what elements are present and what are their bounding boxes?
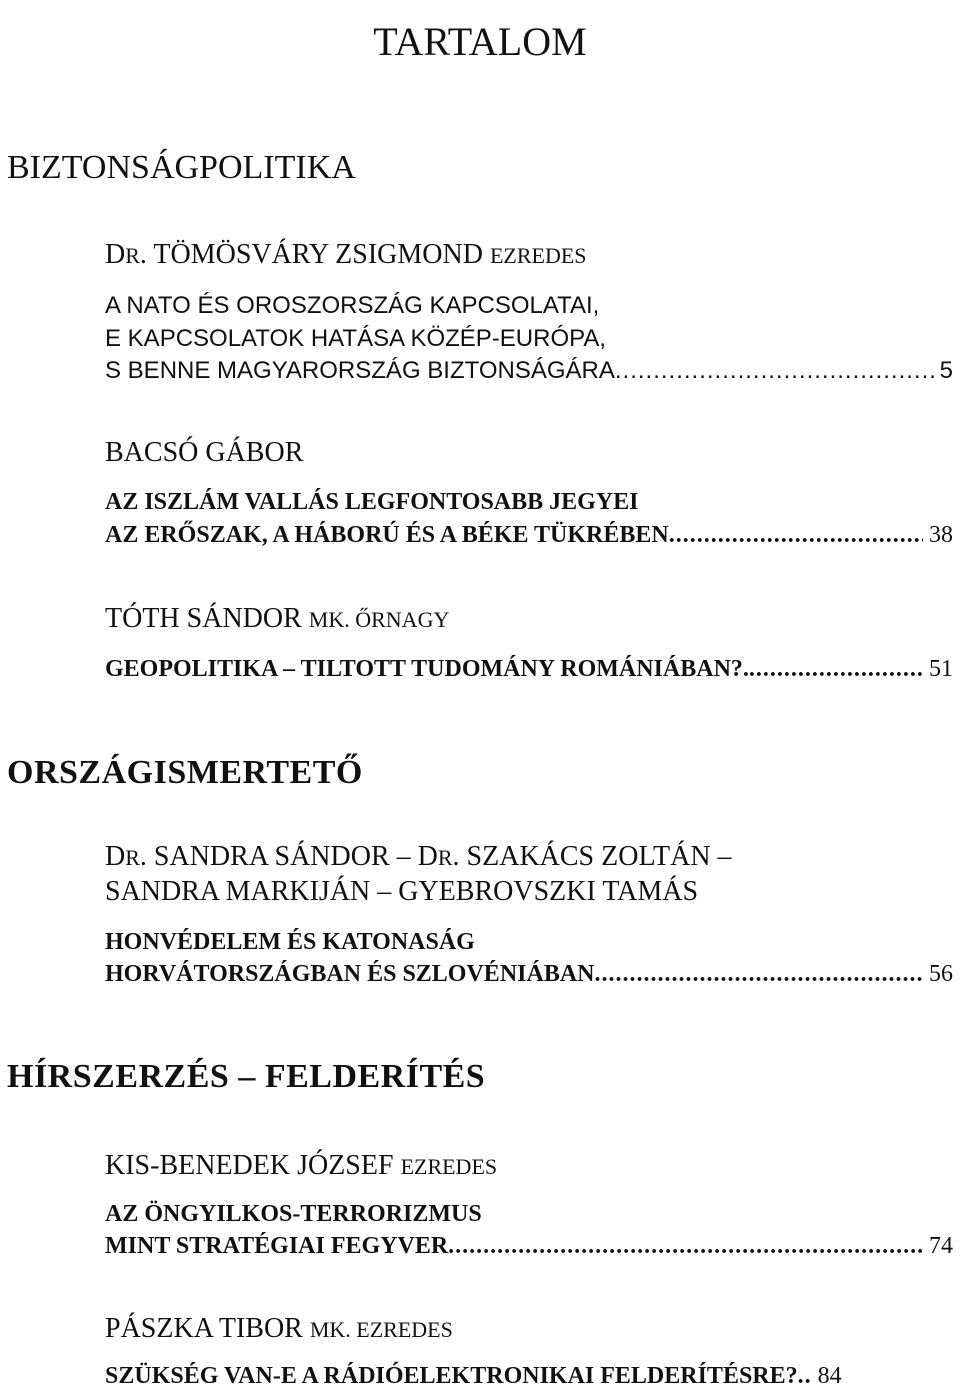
entry-title-line[interactable]: A NATO ÉS OROSZORSZÁG KAPCSOLATAI, — [105, 292, 600, 319]
entry-author: DR. SANDRA SÁNDOR – DR. SZAKÁCS ZOLTÁN – — [105, 841, 732, 872]
dot-leader — [448, 1231, 923, 1262]
page-number: 38 — [929, 522, 953, 548]
entry-title-line: MINT STRATÉGIAI FEGYVER — [105, 1233, 449, 1259]
page-number: 51 — [929, 656, 953, 682]
dot-leader — [798, 1361, 812, 1392]
entry-title-line: SZÜKSÉG VAN-E A RÁDIÓELEKTRONIKAI FELDERÍTÉSRE? — [105, 1363, 798, 1389]
section-heading-hirszerzes: HÍRSZERZÉS – FELDERÍTÉS — [7, 1058, 486, 1095]
toc-entry-row[interactable] — [105, 1231, 953, 1262]
page-number: 56 — [929, 961, 953, 987]
entry-author: PÁSZKA TIBOR MK. EZREDES — [105, 1313, 453, 1344]
entry-author: SANDRA MARKIJÁN – GYEBROVSZKI TAMÁS — [105, 876, 699, 907]
dot-leader — [595, 959, 924, 990]
section-heading-orszagismerteto: ORSZÁGISMERTETŐ — [7, 754, 363, 791]
toc-entry-row[interactable] — [105, 959, 953, 990]
toc-entry-row[interactable] — [105, 654, 953, 685]
entry-title-line[interactable]: AZ ÖNGYILKOS-TERRORIZMUS — [105, 1201, 482, 1227]
toc-entry-row[interactable] — [105, 1361, 953, 1392]
section-heading-biztonsagpolitika: BIZTONSÁGPOLITIKA — [7, 149, 356, 186]
entry-author: KIS-BENEDEK JÓZSEF EZREDES — [105, 1150, 498, 1181]
page-number: 84 — [817, 1363, 842, 1389]
entry-title-line[interactable]: AZ ISZLÁM VALLÁS LEGFONTOSABB JEGYEI — [105, 489, 639, 515]
entry-title-line[interactable]: E KAPCSOLATOK HATÁSA KÖZÉP-EURÓPA, — [105, 325, 607, 352]
page-number: 74 — [929, 1233, 953, 1259]
page-number: 5 — [939, 357, 953, 384]
dot-leader — [669, 520, 923, 551]
dot-leader — [615, 355, 934, 386]
entry-author: DR. TÖMÖSVÁRY ZSIGMOND EZREDES — [105, 239, 587, 270]
entry-title-line: GEOPOLITIKA – TILTOTT TUDOMÁNY ROMÁNIÁBAN?. — [105, 656, 749, 682]
entry-title-line: HORVÁTORSZÁGBAN ÉS SZLOVÉNIÁBAN — [105, 961, 595, 987]
toc-entry-row[interactable] — [105, 355, 953, 386]
entry-title-line[interactable]: HONVÉDELEM ÉS KATONASÁG — [105, 929, 475, 955]
toc-entry-row[interactable] — [105, 520, 953, 551]
entry-title-line: AZ ERŐSZAK, A HÁBORÚ ÉS A BÉKE TÜKRÉBEN — [105, 522, 669, 548]
dot-leader — [749, 654, 923, 685]
page-title: TARTALOM — [373, 19, 587, 64]
entry-title-line: S BENNE MAGYARORSZÁG BIZTONSÁGÁRA — [105, 357, 615, 384]
entry-author: TÓTH SÁNDOR MK. ŐRNAGY — [105, 603, 450, 634]
entry-author: BACSÓ GÁBOR — [105, 437, 304, 468]
